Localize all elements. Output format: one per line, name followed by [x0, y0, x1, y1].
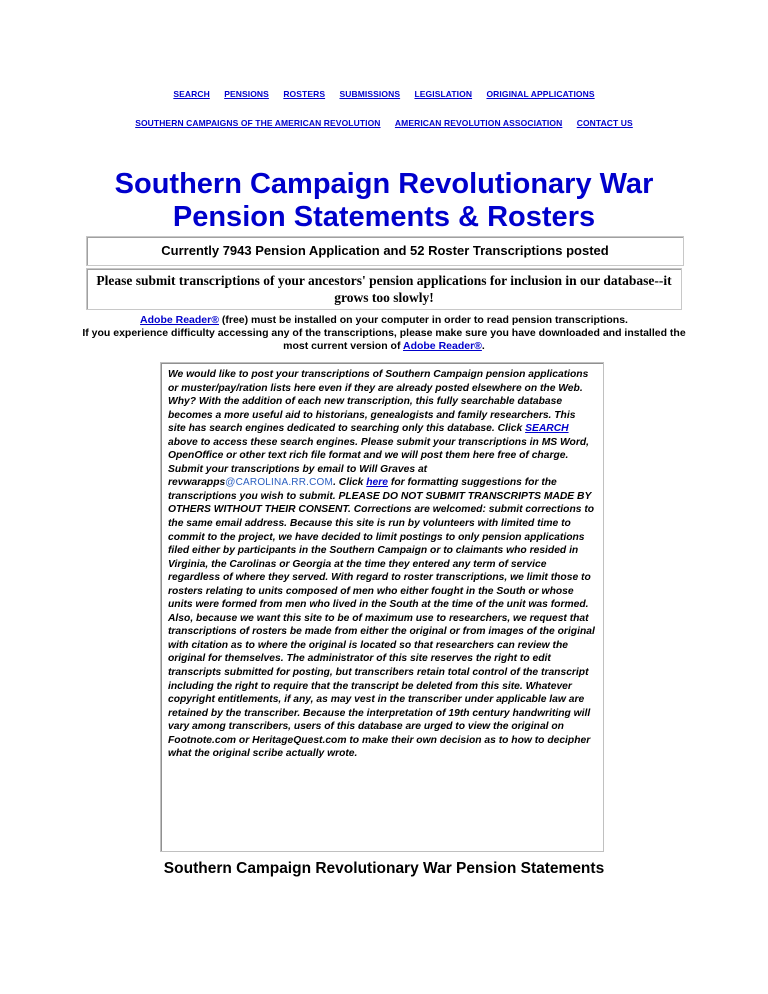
- nav-link-original-applications[interactable]: ORIGINAL APPLICATIONS: [486, 89, 595, 99]
- page-title: [0, 168, 768, 234]
- nav-link-legislation[interactable]: LEGISLATION: [414, 89, 473, 99]
- email-domain-image: @CAROLINA.RR.COM: [225, 477, 334, 489]
- adobe-reader-notice: [80, 314, 688, 353]
- adobe-reader-link[interactable]: Adobe Reader®: [140, 314, 219, 326]
- nav-link-search[interactable]: SEARCH: [173, 89, 210, 99]
- nav-link-southern-campaigns[interactable]: SOUTHERN CAMPAIGNS OF THE AMERICAN REVOLUTION: [135, 118, 381, 128]
- transcription-count-banner: Currently 7943 Pension Application and 52 Roster Transcriptions posted: [86, 236, 684, 266]
- policy-text-4: for formatting suggestions for the transcriptions you wish to submit. PLEASE DO NOT SUBMIT TRANSCRIPTS MADE BY OTHERS WITHOUT THEIR CONSENT. Corrections are welcomed: submit corrections to the same email address. Because this site is run by volunteers with limited time to commit to the project, we have decided to limit postings to only pension applications filed either by participants in the Southern Campaign or to claimants who resided in Virginia, the Carolinas or Georgia at the time they entered any term of service regardless of where they served. With regard to roster transcriptions, we limit those to rosters relating to units composed of men who either fought in the South or whose units were formed from men who lived in the South at the time of the unit was formed. Also, because we want this site to be of maximum use to researchers, we request that transcriptions of rosters be made from either the original or from images of the original with citation as to where the original is located so that researchers can review the original for themselves. The administrator of this site reserves the right to edit transcripts submitted for posting, but transcribers retain total control of the transcript including the right to require that the transcript be deleted from this site. Whatever copyright entitlements, if any, as may vest in the transcriber under applicable law are retained by the transcriber. Because the interpretation of 19th century handwriting will vary among transcribers, users of this database are urged to view the original on Footnote.com or HeritageQuest.com to make their own decision as to how to decipher what the original scribe actually wrote.: [168, 477, 595, 760]
- section-heading: Southern Campaign Revolutionary War Pension Statements: [163, 860, 605, 877]
- adobe-reader-link-2[interactable]: Adobe Reader®: [402, 340, 482, 352]
- secondary-nav: [0, 118, 768, 128]
- adobe-notice-text-1: (free) must be installed on your computer in order to read pension transcriptions.: [218, 314, 628, 326]
- submission-request-banner: Please submit transcriptions of your ancestors' pension applications for inclusion in our database--it grows too slowly!: [86, 268, 682, 310]
- policy-text-1: We would like to post your transcriptions of Southern Campaign pension applications or muster/pay/ration lists here even if they are already posted elsewhere on the Web. Why? With the addition of each new transcription, this fully searchable database becomes a more useful aid to historians, genealogists and family researchers. This site has search engines dedicated to searching only this database. Click: [168, 369, 589, 435]
- primary-nav: [0, 89, 768, 99]
- policy-text-3: . Click: [333, 477, 367, 489]
- policy-search-link[interactable]: SEARCH: [525, 423, 569, 435]
- nav-link-pensions[interactable]: PENSIONS: [224, 89, 269, 99]
- nav-link-submissions[interactable]: SUBMISSIONS: [339, 89, 401, 99]
- page-title-line2: Pension Statements & Rosters: [172, 201, 596, 233]
- policy-text-2: above to access these search engines. Please submit your transcriptions in MS Word, OpenOffice or other text rich file format and we will post them here free of charge. Submit your transcriptions by email to Will Graves at revwarapps: [168, 436, 589, 489]
- submission-policy-box: [160, 362, 604, 852]
- nav-link-contact[interactable]: CONTACT US: [576, 118, 633, 128]
- page-title-line1: Southern Campaign Revolutionary War: [114, 168, 654, 200]
- formatting-suggestions-link[interactable]: here: [366, 477, 389, 489]
- nav-link-ara[interactable]: AMERICAN REVOLUTION ASSOCIATION: [394, 118, 563, 128]
- adobe-notice-period: .: [481, 340, 485, 352]
- nav-link-rosters[interactable]: ROSTERS: [283, 89, 326, 99]
- adobe-notice-text-2: If you experience difficulty accessing any of the transcriptions, please make sure you have downloaded and installed the most current version of: [82, 327, 686, 352]
